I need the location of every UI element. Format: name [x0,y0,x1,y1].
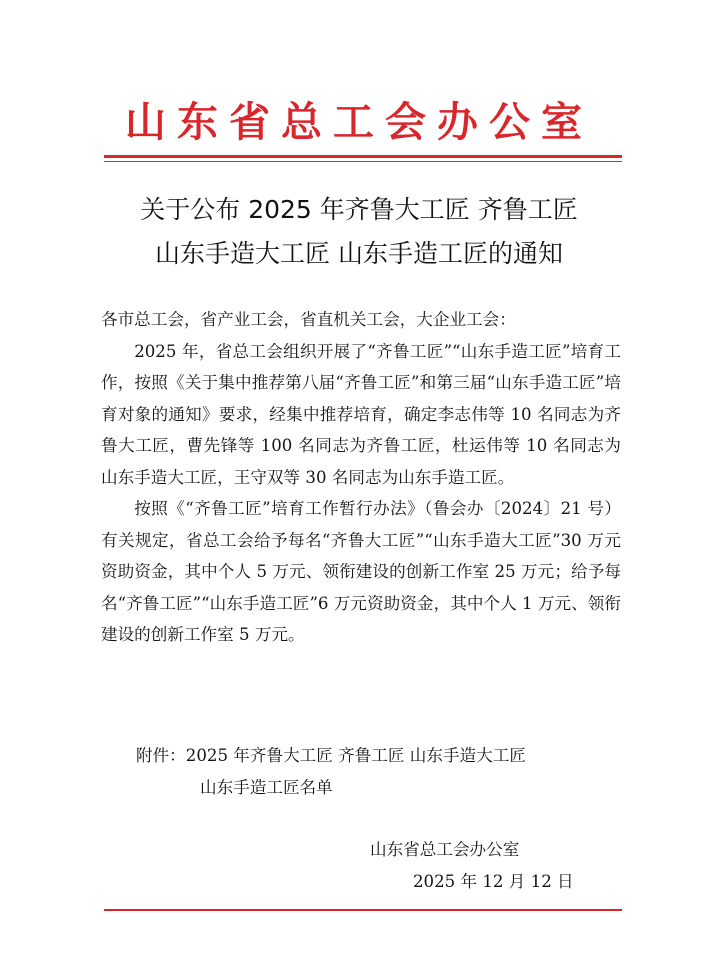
issuer-signature: 山东省总工会办公室 [370,840,520,859]
letterhead-rule-thick [104,155,622,158]
footer-rule [104,909,622,911]
notice-title-line-2: 山东手造大工匠 山东手造工匠的通知 [155,239,563,268]
letterhead-title: 山东省总工会办公室 [125,98,593,146]
letterhead-rule-thin [104,161,622,162]
body-paragraph-1: 2025 年，省总工会组织开展了“齐鲁工匠”“山东手造工匠”培育工作，按照《关于集中推荐第八届“齐鲁工匠”和第三届“山东手造工匠”培育对象的通知》要求，经集中推荐培育，确定李志伟等 10 名同志为齐鲁大工匠，曹先锋等 100 名同志为齐鲁工匠，杜运伟等 10 名同志为山东手造大工匠，王守双等 30 名同志为山东手造工匠。 [101,341,621,487]
body-paragraph-2: 按照《“齐鲁工匠”培育工作暂行办法》（鲁会办〔2024〕21 号）有关规定，省总工会给予每名“齐鲁大工匠”“山东手造大工匠”30 万元资助资金，其中个人 5 万元、领衔建设的创新工作室 25 万元；给予每名“齐鲁工匠”“山东手造工匠”6 万元资助资金，其中个人 1 万元、领衔建设的创新工作室 5 万元。 [101,499,621,644]
issue-date: 2025 年 12 月 12 日 [413,872,574,891]
attachment-line-1: 附件：2025 年齐鲁大工匠 齐鲁工匠 山东手造大工匠 [136,746,526,765]
notice-title-line-1: 关于公布 2025 年齐鲁大工匠 齐鲁工匠 [140,195,578,224]
notice-body [101,304,621,651]
salutation: 各市总工会，省产业工会，省直机关工会，大企业工会： [101,310,516,329]
attachment-line-2: 山东手造工匠名单 [200,778,333,797]
